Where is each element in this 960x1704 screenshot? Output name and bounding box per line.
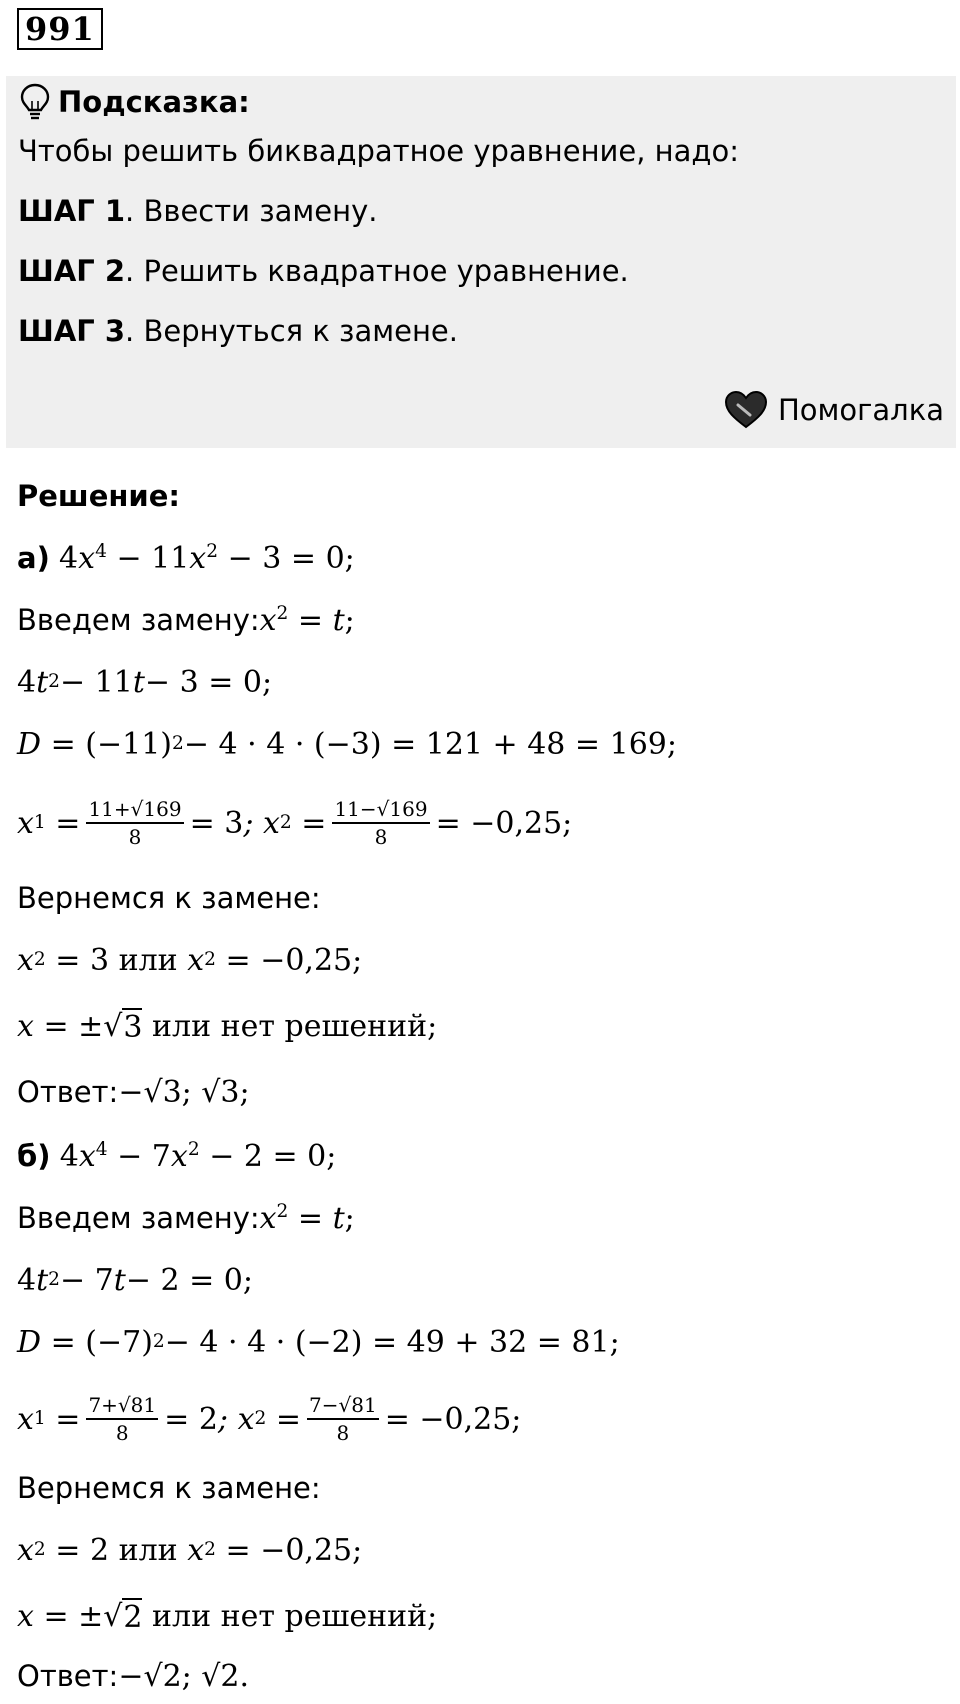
brand (724, 388, 944, 432)
part-a-answer: Ответ: −√3; √3; (17, 1074, 250, 1110)
part-b-roots: x 1 = $\frac{7+√81}{8}$ = 2 ; x 2 = $\frac{7-√81}{8}$ = −0,25; (17, 1393, 522, 1445)
part-a-quadratic: 4 t 2 − 11 t − 3 = 0; (17, 664, 273, 700)
part-b-x1-fraction: $\frac{7+√81}{8}$ (88, 1393, 157, 1445)
part-a-replace: Введем замену: $x^2 = t$; (17, 602, 355, 638)
part-b-replace: Введем замену: $x^2 = t$; (17, 1200, 355, 1236)
part-a-back-eq: x 2 = 3 или x 2 = −0,25; (17, 942, 363, 978)
hint-panel (6, 76, 956, 448)
part-a-equation: а) $4x^4 - 11x^2 - 3 = 0$; (17, 540, 355, 576)
part-b-x2-fraction: $\frac{7-√81}{8}$ (309, 1393, 377, 1445)
part-b-equation: б) $4x^4 - 7x^2 - 2 = 0$; (17, 1138, 337, 1174)
part-a-back: Вернемся к замене: (17, 881, 321, 915)
heart-icon (724, 391, 768, 429)
hint-step-2: ШАГ 2. Решить квадратное уравнение. (18, 254, 629, 288)
task-number: 991 (17, 8, 103, 50)
hint-step-3: ШАГ 3. Вернуться к замене. (18, 314, 458, 348)
part-a-x2-fraction: $\frac{11-√169}{8}$ (334, 797, 428, 849)
part-b-answer: Ответ: −√2; √2. (17, 1658, 250, 1694)
hint-step-1: ШАГ 1. Ввести замену. (18, 194, 378, 228)
lightbulb-icon (20, 83, 50, 121)
part-b-quadratic: 4 t 2 − 7 t − 2 = 0; (17, 1262, 253, 1298)
part-a-x1-fraction: $\frac{11+√169}{8}$ (88, 797, 182, 849)
part-b-back: Вернемся к замене: (17, 1471, 321, 1505)
part-b-x: x = ±√ 2 или нет решений; (17, 1598, 438, 1635)
part-b-discriminant: D = (−7) 2 − 4 · 4 · (−2) = 49 + 32 = 81; (17, 1324, 620, 1360)
solution-title: Решение: (17, 479, 181, 513)
hint-title (20, 82, 250, 122)
part-a-roots: x 1 = $\frac{11+√169}{8}$ = 3 ; x 2 = $\frac{11-√169}{8}$ = −0,25; (17, 797, 573, 849)
part-b-back-eq: x 2 = 2 или x 2 = −0,25; (17, 1532, 363, 1568)
hint-title-text: Подсказка: (58, 85, 250, 119)
part-a-x: x = ±√ 3 или нет решений; (17, 1008, 438, 1045)
part-a-discriminant: D = (−11) 2 − 4 · 4 · (−3) = 121 + 48 = 169; (17, 726, 677, 762)
hint-intro: Чтобы решить биквадратное уравнение, надо: (18, 134, 739, 168)
brand-text: Помогалка (778, 393, 944, 427)
